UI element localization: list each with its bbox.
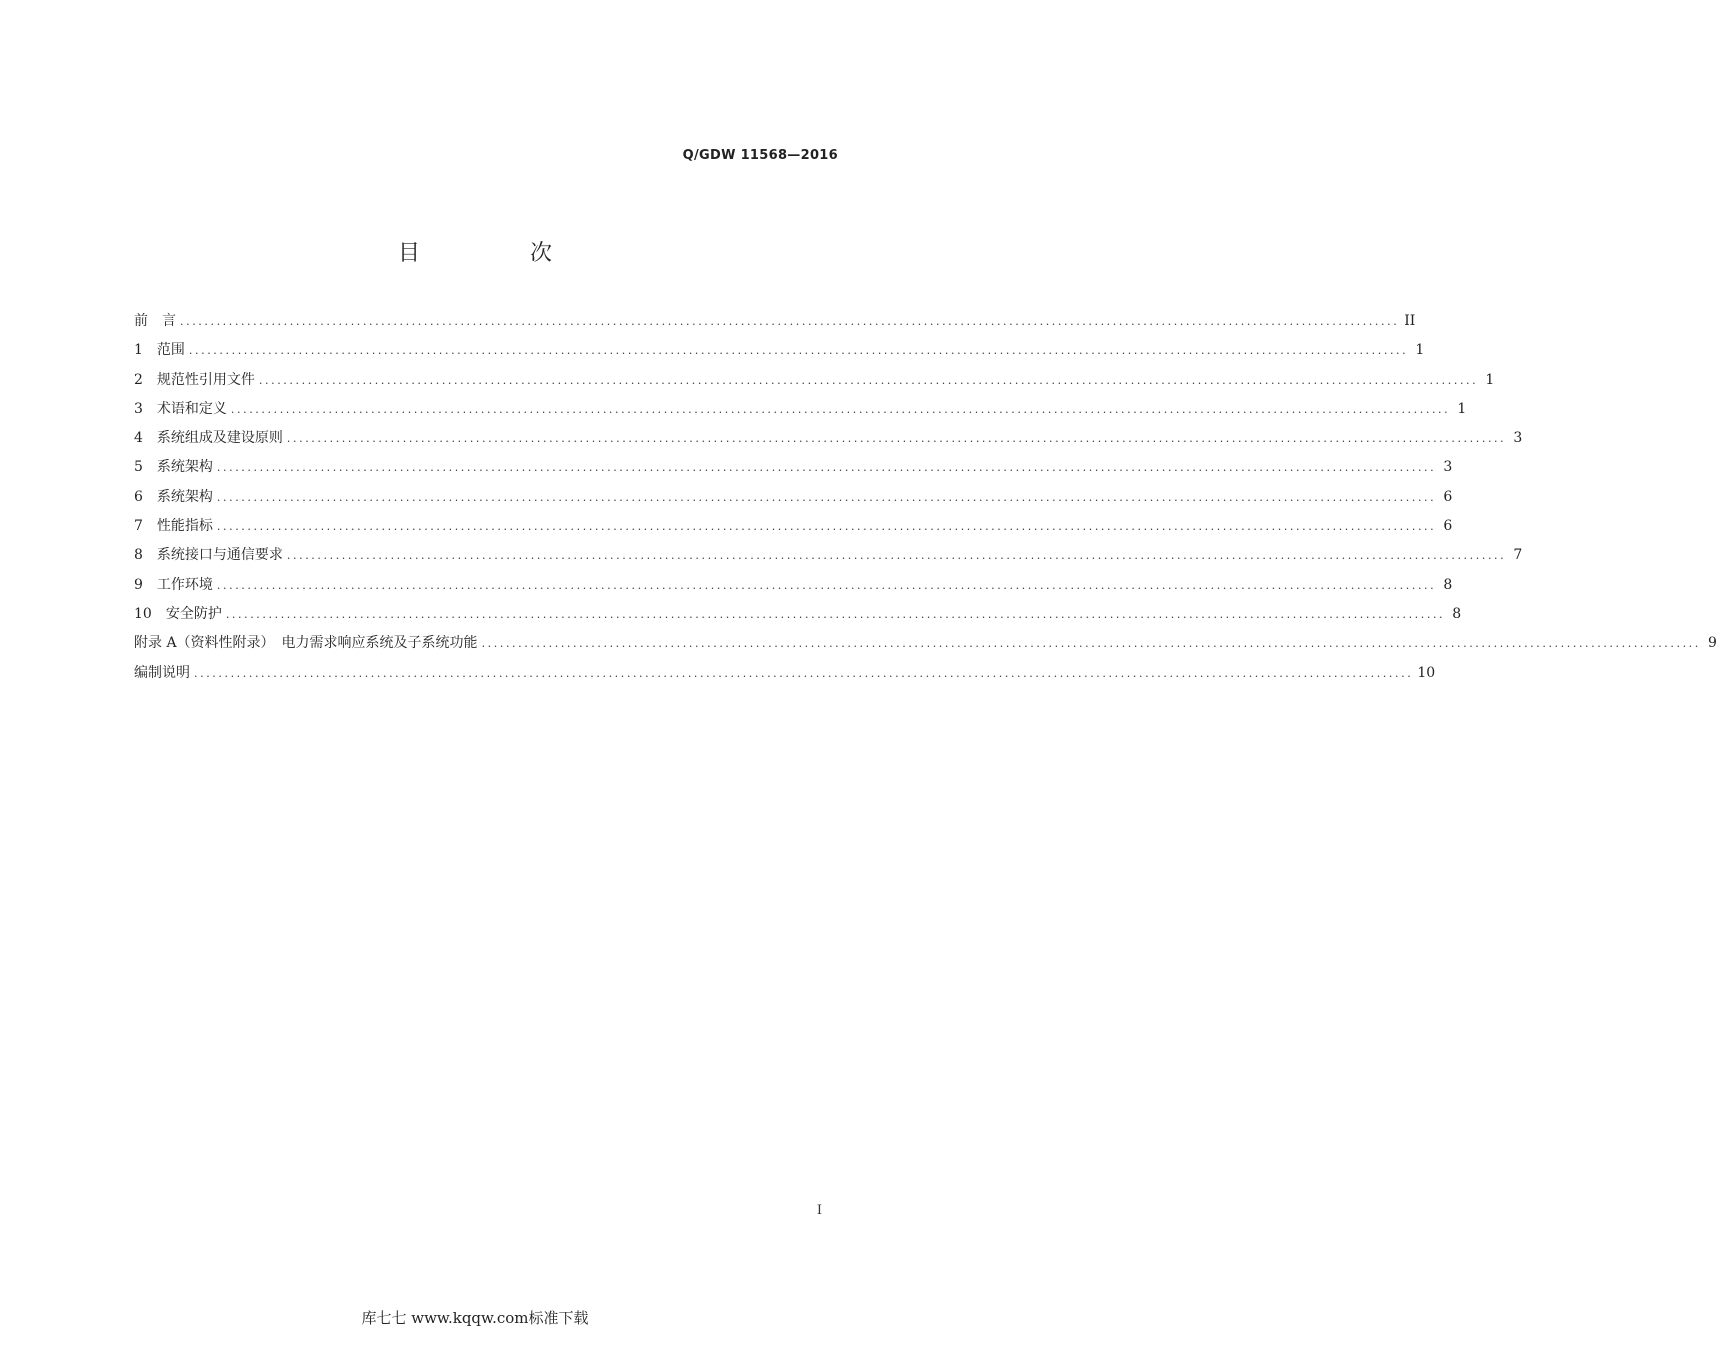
document-code: Q/GDW 11568—2016 [682,148,838,163]
toc-entry[interactable] [134,339,1425,368]
toc-entry-label: 性能指标 [156,518,213,535]
toc-entry[interactable] [134,369,1495,398]
toc-entry[interactable] [134,632,1717,661]
toc-entry-number: 8 [134,547,143,564]
toc-dot-leader: ........................................................................................................................................................................................................ [216,578,1437,592]
toc-entry[interactable] [134,603,1462,632]
toc-entry-label: 安全防护 [165,605,222,622]
toc-entry-number: 1 [134,342,143,359]
toc-entry-number: 3 [134,400,143,417]
toc-entry[interactable] [134,486,1453,515]
toc-entry[interactable] [134,515,1453,544]
toc-entry-number: 4 [134,430,143,447]
toc-entry-number: 5 [134,459,143,476]
toc-entry[interactable] [134,427,1523,456]
toc-entry-number: 2 [134,371,143,388]
toc-dot-leader: ........................................................................................................................................................................................................ [216,490,1437,504]
toc-entry-page: 3 [1443,459,1453,476]
toc-dot-leader: ........................................................................................................................................................................................................ [188,344,1409,358]
toc-dot-leader: ........................................................................................................................................................................................................ [286,549,1507,563]
toc-entry-page: 8 [1443,576,1453,593]
toc-entry-page: 6 [1443,488,1453,505]
toc-dot-leader: ........................................................................................................................................................................................................ [225,607,1446,621]
toc-entry-number: 10 [134,605,152,622]
toc-entry-label: 系统接口与通信要求 [156,547,283,564]
toc-dot-leader: ........................................................................................................................................................................................................ [481,637,1701,651]
toc-entry-label: 系统架构 [156,459,213,476]
toc-entry-number: 9 [134,576,143,593]
table-of-contents [134,310,1717,691]
toc-entry-label: 言 [148,313,176,329]
toc-entry-page: 7 [1513,547,1523,564]
toc-dot-leader: ........................................................................................................................................................................................................ [230,402,1451,416]
toc-entry-page: 1 [1415,342,1425,359]
toc-dot-leader: ........................................................................................................................................................................................................ [216,461,1437,475]
toc-entry[interactable] [134,310,1416,339]
toc-entry-page: 6 [1443,518,1453,535]
toc-dot-leader: ........................................................................................................................................................................................................ [258,373,1479,387]
page-number: I [816,1203,822,1218]
toc-entry-number: 前 [134,313,148,329]
toc-entry-label: 附录 A（资料性附录） 电力需求响应系统及子系统功能 [134,635,478,652]
toc-entry[interactable] [134,544,1523,573]
toc-entry-label: 工作环境 [156,576,213,593]
toc-entry-label: 规范性引用文件 [156,371,255,388]
toc-dot-leader: ........................................................................................................................................................................................................ [216,520,1437,534]
toc-entry[interactable] [134,456,1453,485]
toc-entry-page: 1 [1457,400,1467,417]
toc-entry-page: 10 [1417,664,1436,681]
toc-entry[interactable] [134,398,1467,427]
toc-entry-label: 术语和定义 [156,400,227,417]
toc-entry-label: 系统架构 [156,488,213,505]
toc-title: 目 次 [397,241,596,266]
toc-entry-page: 1 [1485,371,1495,388]
toc-dot-leader: ........................................................................................................................................................................................................ [286,432,1507,446]
toc-entry-page: II [1404,313,1416,329]
toc-entry-page: 3 [1513,430,1523,447]
toc-entry[interactable] [134,662,1436,691]
toc-entry-label: 编制说明 [134,664,190,681]
toc-entry-page: 8 [1452,605,1462,622]
toc-entry-label: 系统组成及建设原则 [156,430,283,447]
toc-dot-leader: ........................................................................................................................................................................................................ [180,315,1400,328]
toc-entry-number: 6 [134,488,143,505]
toc-entry-label: 范围 [156,342,185,359]
footer-watermark: 库七七 www.kqqw.com标准下载 [361,1309,589,1327]
toc-dot-leader: ........................................................................................................................................................................................................ [194,666,1414,680]
toc-entry[interactable] [134,574,1453,603]
toc-entry-page: 9 [1707,635,1717,652]
toc-entry-number: 7 [134,518,143,535]
